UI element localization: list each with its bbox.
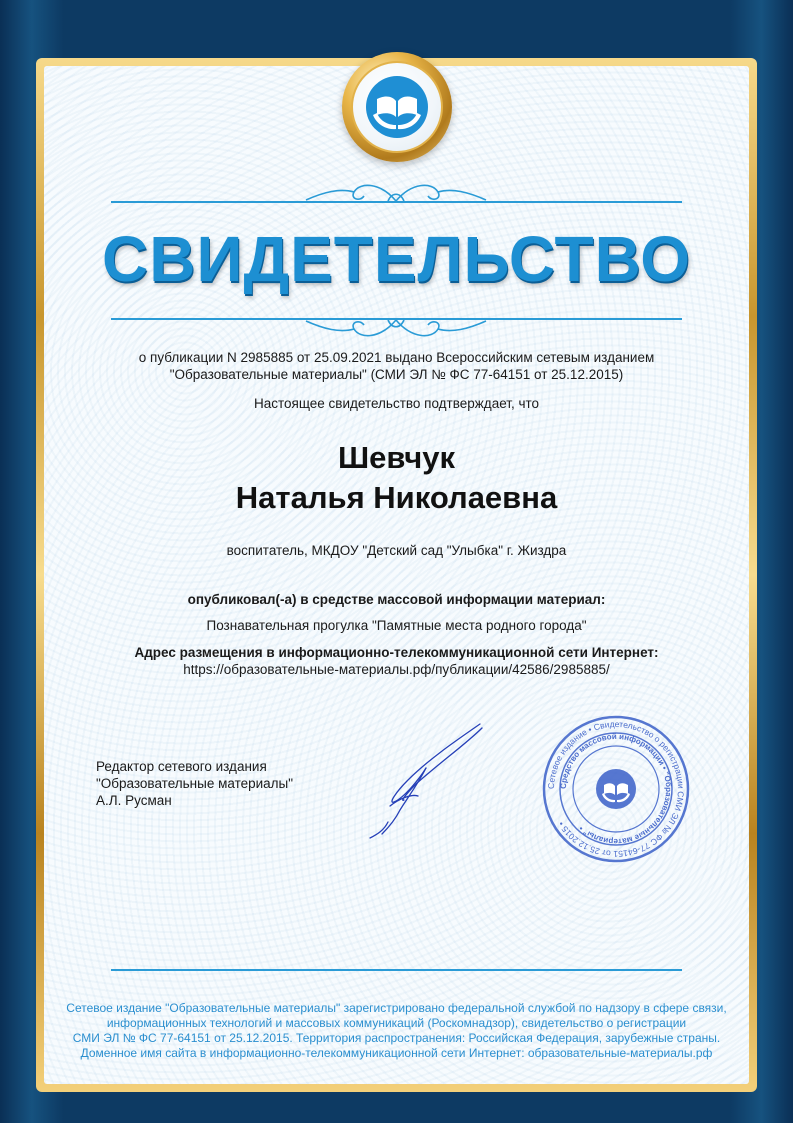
editor-line1: Редактор сетевого издания — [96, 759, 267, 774]
footer-line2: информационных технологий и массовых коммуникаций (Роскомнадзор), свидетельство о регистрации — [106, 1016, 687, 1030]
stamp-logo-icon — [596, 769, 636, 809]
recipient-surname: Шевчук — [337, 440, 456, 475]
footer-registration-info — [56, 1001, 737, 1061]
publication-info-line1: о публикации N 2985885 от 25.09.2021 выдано Всероссийским сетевым изданием — [138, 350, 655, 365]
editor-line3: А.Л. Русман — [96, 793, 172, 808]
stamp-outer-text: Сетевое издание • Свидетельство о регистрации СМИ ЭЛ № ФС 77-64151 от 25.12.2015 • — [545, 718, 687, 860]
certificate-paper — [44, 66, 749, 1084]
confirmation-text: Настоящее свидетельство подтверждает, что — [253, 396, 540, 411]
recipient-position: воспитатель, МКДОУ "Детский сад "Улыбка" г. Жиздра — [226, 543, 567, 558]
footer-line4: Доменное имя сайта в информационно-телекоммуникационной сети Интернет: образовательные-материалы.рф — [80, 1046, 713, 1060]
editor-signature — [360, 718, 490, 848]
book-hands-logo-icon — [363, 73, 431, 141]
editor-block — [96, 758, 293, 809]
address-label: Адрес размещения в информационно-телекоммуникационной сети Интернет: — [134, 645, 659, 660]
footer-line1: Сетевое издание "Образовательные материалы" зарегистрировано федеральной службой по надзору в сфере связи, — [66, 1001, 727, 1015]
publisher-stamp — [540, 713, 692, 865]
certificate-title: СВИДЕТЕЛЬСТВО — [102, 223, 691, 295]
bottom-ornament-icon — [300, 314, 493, 344]
footer-line3: СМИ ЭЛ № ФС 77-64151 от 25.12.2015. Территория распространения: Российская Федерация, зарубежные страны. — [72, 1031, 721, 1045]
published-label: опубликовал(-а) в средстве массовой информации материал: — [187, 592, 606, 607]
editor-line2: "Образовательные материалы" — [96, 776, 294, 791]
logo-medal — [342, 52, 452, 162]
footer-divider — [111, 969, 682, 971]
logo-medal-inner — [351, 61, 443, 153]
stamp-inner-text: Средство массовой информации • "Образовательные материалы" • — [558, 731, 674, 847]
material-title: Познавательная прогулка "Памятные места родного города" — [206, 618, 587, 633]
recipient-given-names: Наталья Николаевна — [235, 480, 558, 515]
publication-info-line2: "Образовательные материалы" (СМИ ЭЛ № ФС 77-64151 от 25.12.2015) — [169, 367, 624, 382]
top-ornament-icon — [300, 178, 493, 208]
address-url: https://образовательные-материалы.рф/публикации/42586/2985885/ — [183, 662, 610, 677]
